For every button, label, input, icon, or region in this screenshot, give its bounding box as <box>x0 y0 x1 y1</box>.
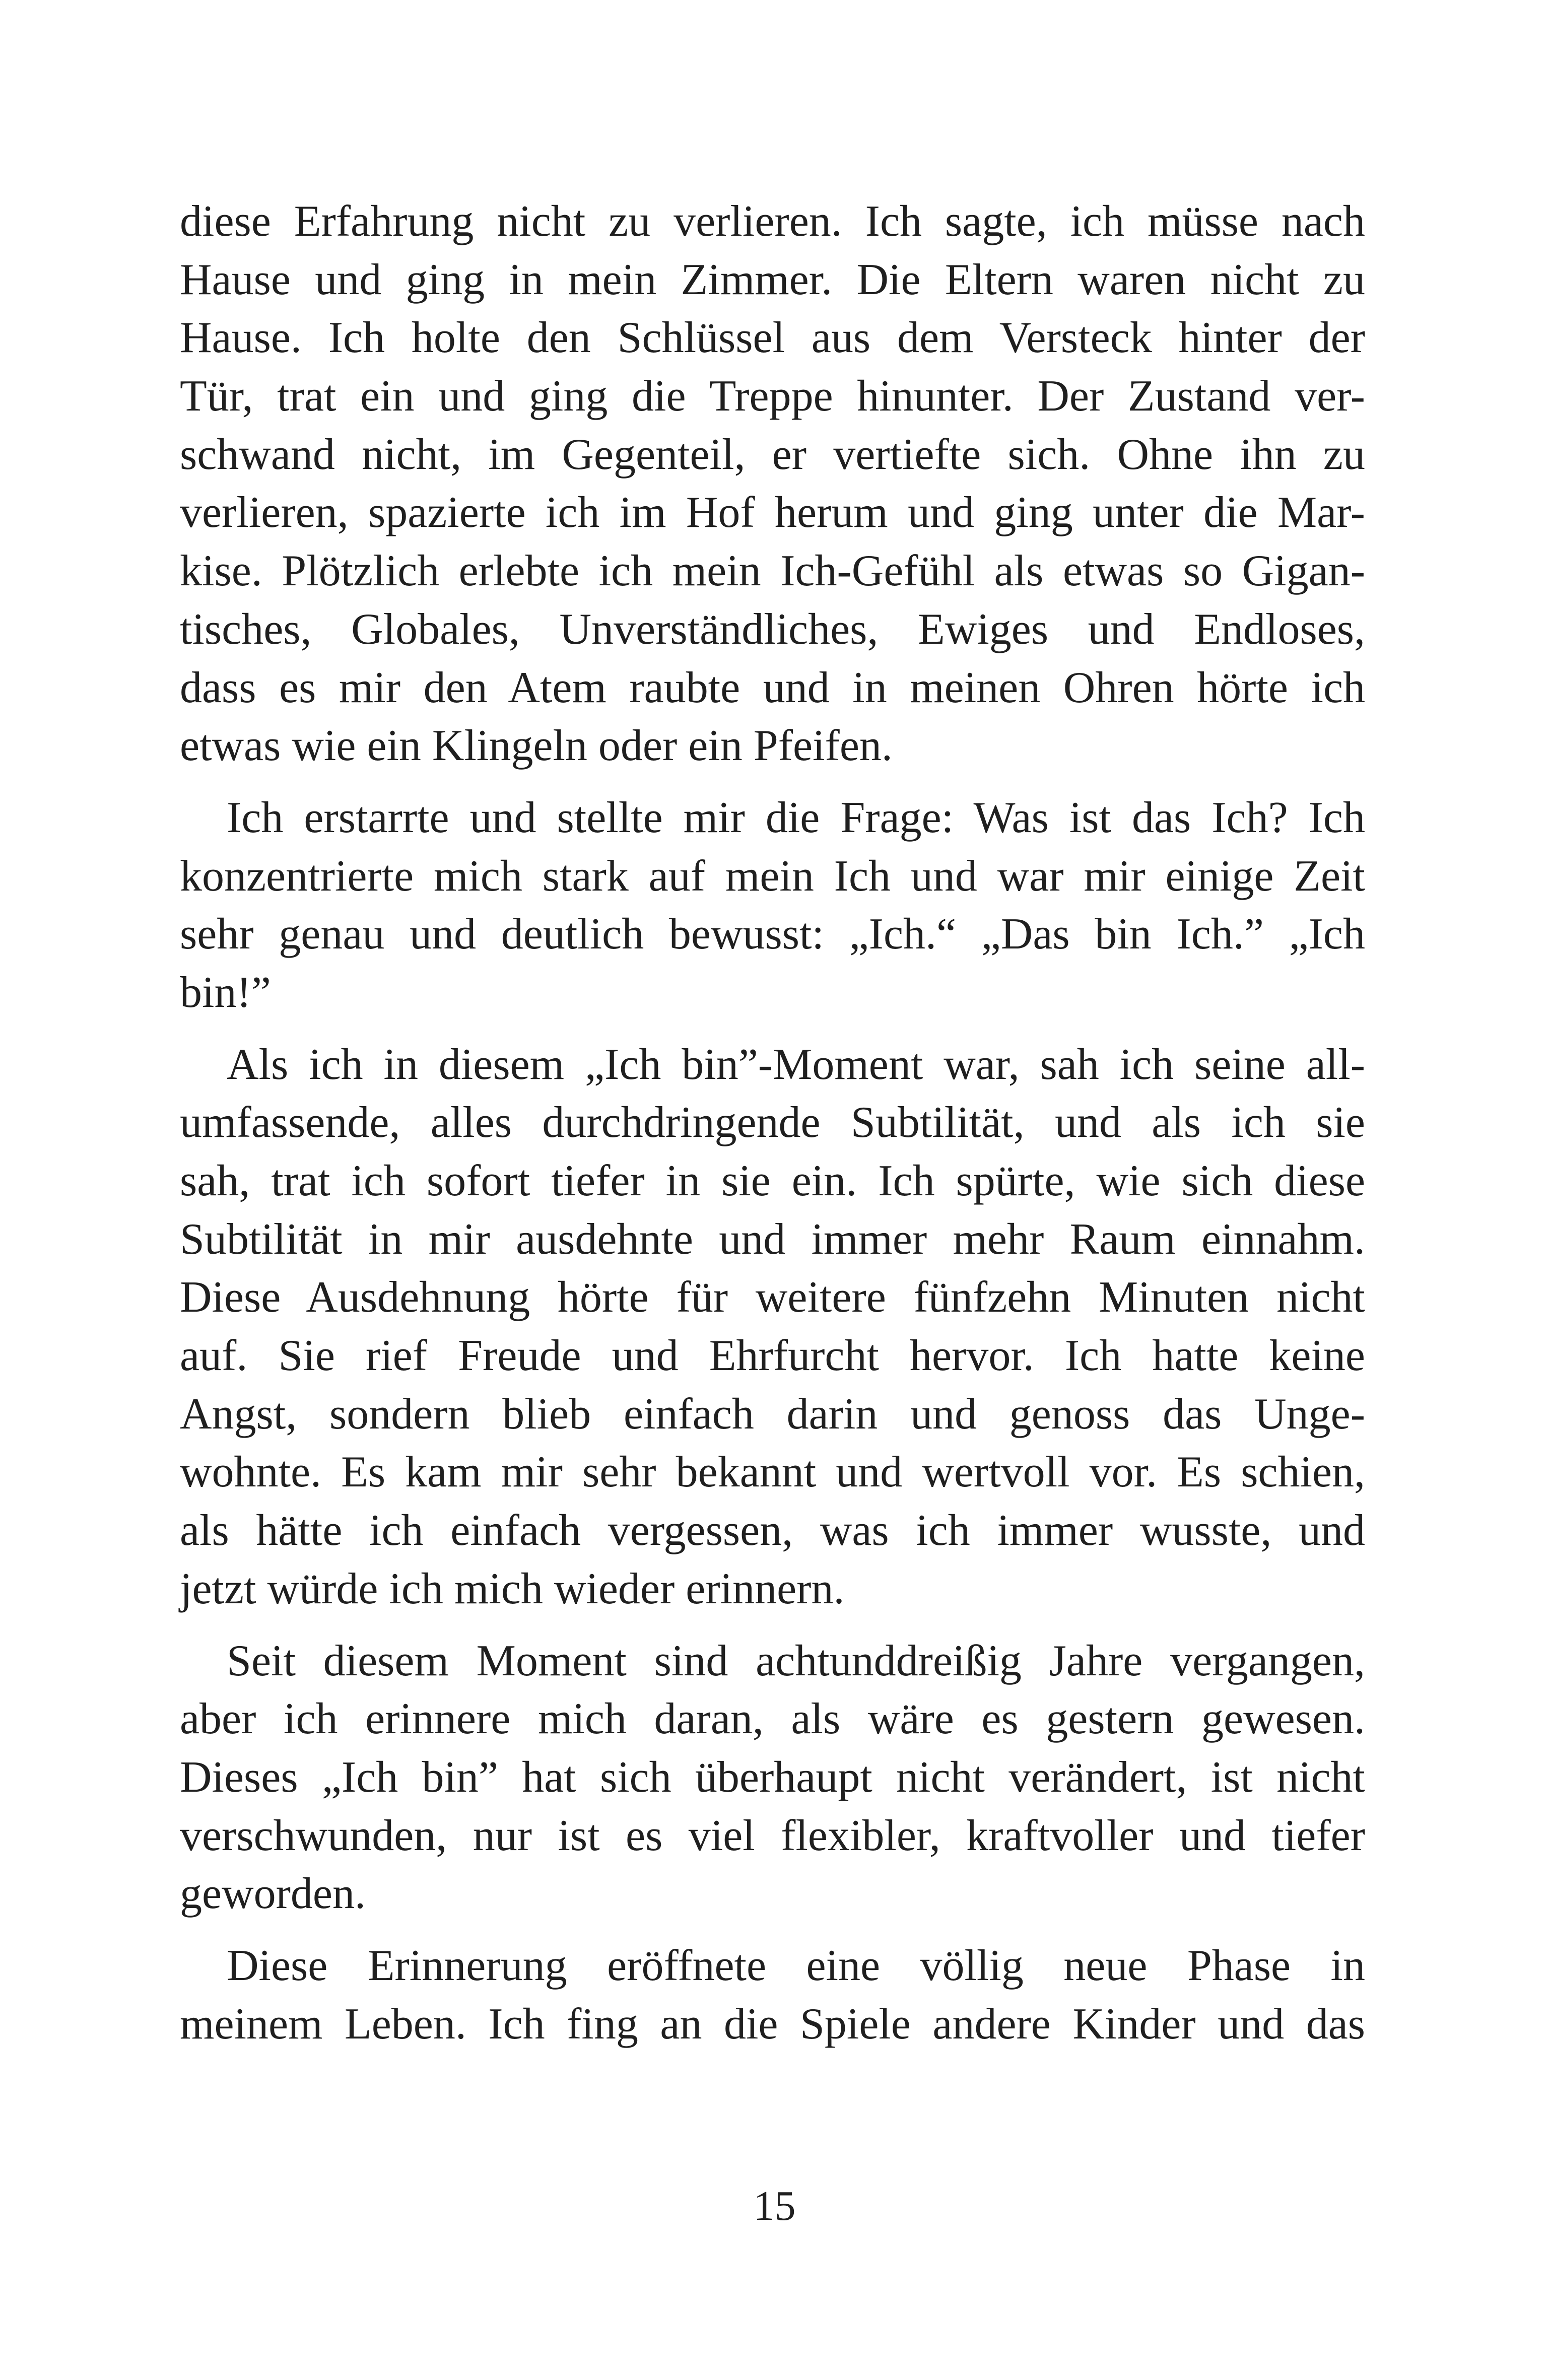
text-line: auf. Sie rief Freude und Ehrfurcht hervor. Ich hatte keine <box>180 1331 1365 1381</box>
paragraph-gap <box>180 1022 1365 1036</box>
text-line: Seit diesem Moment sind achtunddreißig Jahre vergangen, <box>227 1636 1365 1685</box>
paragraph <box>180 1937 1365 2053</box>
text-line: jetzt würde ich mich wieder erinnern. <box>180 1564 845 1613</box>
text-line: schwand nicht, im Gegenteil, er vertiefte sich. Ohne ihn zu <box>180 430 1365 479</box>
text-line: diese Erfahrung nicht zu verlieren. Ich sagte, ich müsse nach <box>180 197 1365 246</box>
paragraph-gap <box>180 1618 1365 1632</box>
text-line: Ich erstarrte und stellte mir die Frage: Was ist das Ich? Ich <box>227 793 1365 842</box>
text-line: geworden. <box>180 1869 366 1919</box>
text-line: Hause. Ich holte den Schlüssel aus dem Versteck hinter der <box>180 313 1365 363</box>
text-line: tisches, Globales, Unverständliches, Ewiges und Endloses, <box>180 604 1365 654</box>
text-line: Tür, trat ein und ging die Treppe hinunter. Der Zustand ver- <box>180 372 1365 421</box>
paragraph-gap <box>180 775 1365 789</box>
paragraph <box>180 1036 1365 1618</box>
text-line: bin!” <box>180 968 271 1017</box>
text-line: sehr genau und deutlich bewusst: „Ich.“ „Das bin Ich.” „Ich <box>180 910 1365 959</box>
text-line: Diese Erinnerung eröffnete eine völlig neue Phase in <box>227 1941 1365 1990</box>
text-line: sah, trat ich sofort tiefer in sie ein. Ich spürte, wie sich diese <box>180 1157 1365 1205</box>
text-line: etwas wie ein Klingeln oder ein Pfeifen. <box>180 721 893 771</box>
paragraph <box>180 1632 1365 1923</box>
paragraph <box>180 789 1365 1022</box>
text-line: Diese Ausdehnung hörte für weitere fünfzehn Minuten nicht <box>180 1273 1365 1322</box>
text-line: umfassende, alles durchdringende Subtilität, und als ich sie <box>180 1098 1365 1147</box>
paragraph <box>180 192 1365 775</box>
text-line: Subtilität in mir ausdehnte und immer mehr Raum einnahm. <box>180 1214 1365 1264</box>
text-line: dass es mir den Atem raubte und in meinen Ohren hörte ich <box>180 663 1365 712</box>
text-line: Dieses „Ich bin” hat sich überhaupt nicht verändert, ist nicht <box>180 1752 1365 1802</box>
text-line: meinem Leben. Ich fing an die Spiele andere Kinder und das <box>180 1999 1365 2049</box>
text-line: als hätte ich einfach vergessen, was ich immer wusste, und <box>180 1506 1365 1555</box>
text-line: Als ich in diesem „Ich bin”-Moment war, sah ich seine all- <box>227 1040 1365 1089</box>
text-line: Hause und ging in mein Zimmer. Die Eltern waren nicht zu <box>180 255 1365 304</box>
text-line: kise. Plötzlich erlebte ich mein Ich-Gefühl als etwas so Gigan- <box>180 547 1365 596</box>
text-line: wohnte. Es kam mir sehr bekannt und wertvoll vor. Es schien, <box>180 1448 1365 1497</box>
text-line: verlieren, spazierte ich im Hof herum und ging unter die Mar- <box>180 488 1365 537</box>
page-number: 15 <box>753 2183 796 2229</box>
paragraph-gap <box>180 1923 1365 1937</box>
text-line: konzentrierte mich stark auf mein Ich und war mir einige Zeit <box>180 851 1365 901</box>
text-line: aber ich erinnere mich daran, als wäre es gestern gewesen. <box>180 1694 1365 1744</box>
body-text <box>180 192 1365 2053</box>
text-line: verschwunden, nur ist es viel flexibler, kraftvoller und tiefer <box>180 1811 1365 1860</box>
text-line: Angst, sondern blieb einfach darin und genoss das Unge- <box>180 1389 1365 1439</box>
